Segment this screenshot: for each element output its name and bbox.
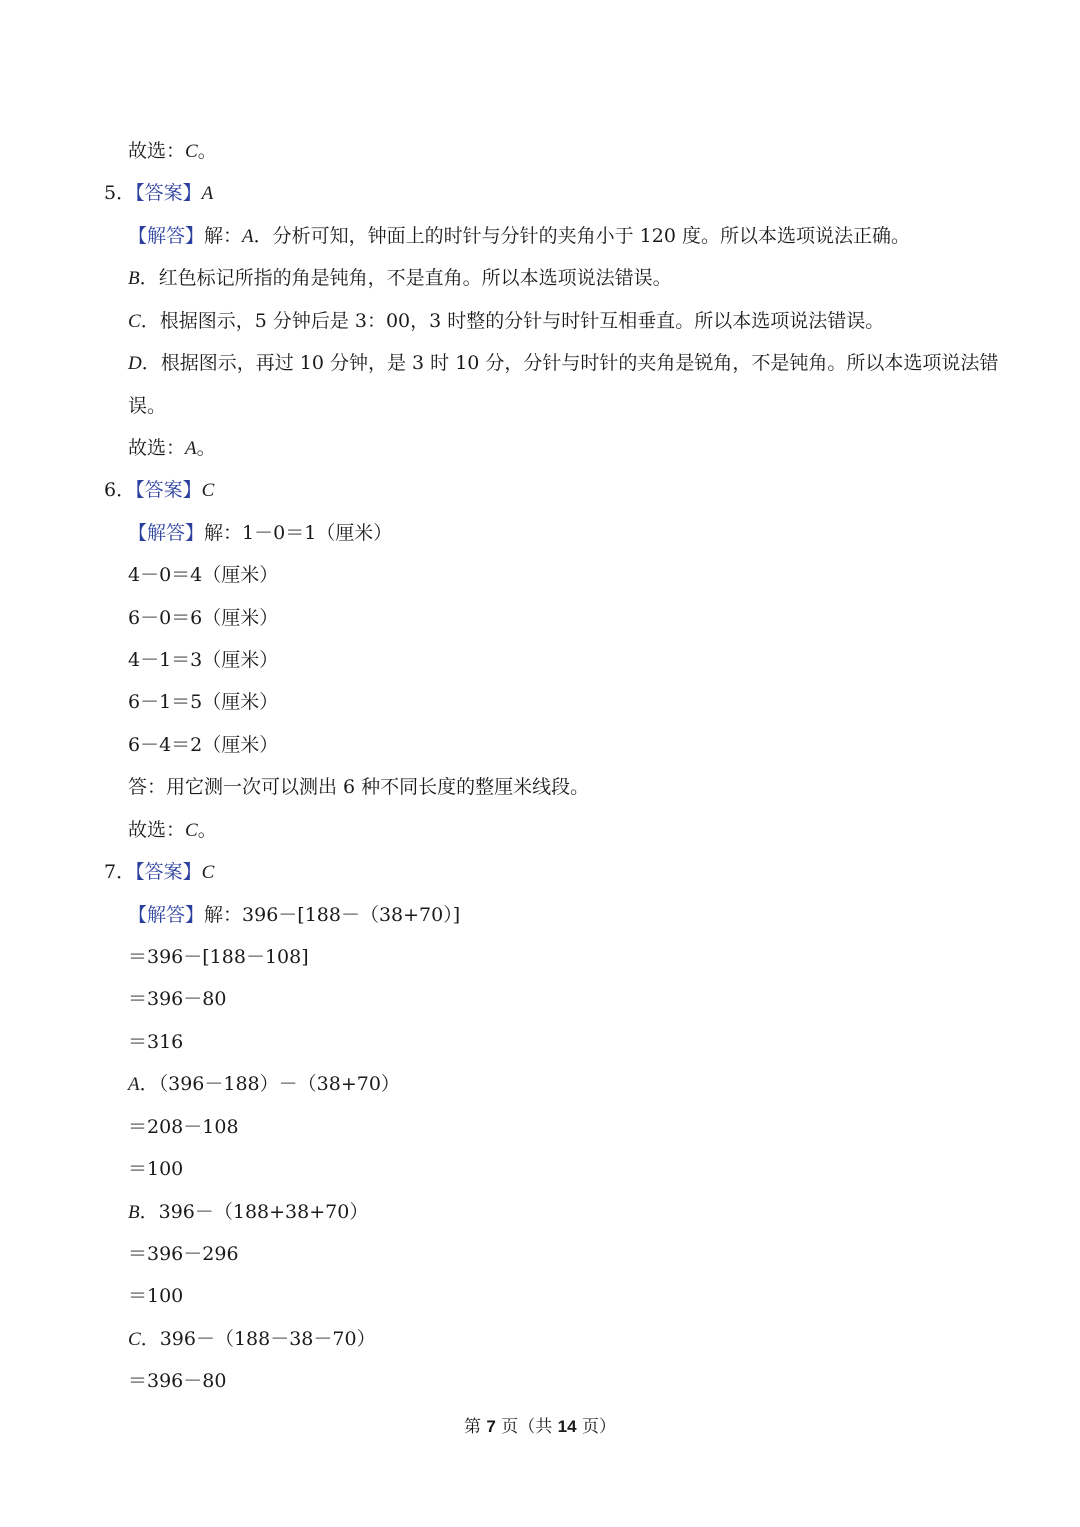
text-segment: 4－1＝3（厘米）: [128, 649, 279, 671]
text-segment: ．396－（188－38－70）: [140, 1328, 376, 1350]
text-segment: 。: [197, 140, 217, 162]
text-segment: ．396－（188+38+70）: [139, 1201, 369, 1223]
text-segment: ＝396－80: [128, 1370, 227, 1392]
solution-line: [128, 1157, 183, 1181]
text-segment: 故选：: [128, 140, 186, 162]
text-segment: 。: [197, 819, 217, 841]
text-segment: 4－0＝4（厘米）: [128, 564, 279, 586]
option-letter: A: [185, 438, 197, 459]
text-segment: 6－0＝6（厘米）: [128, 607, 279, 629]
solution-line: [128, 1327, 376, 1352]
solution-tag: 【解答】: [128, 225, 205, 247]
question-number: 5．: [104, 182, 136, 204]
option-letter: C: [185, 141, 198, 162]
question-6-answer: [104, 478, 214, 503]
text-segment: ＝100: [128, 1158, 184, 1180]
text-segment: ＝100: [128, 1285, 184, 1307]
solution-line: [128, 648, 278, 672]
text-segment: 答：用它测一次可以测出 6 种不同长度的整厘米线段。: [128, 776, 590, 798]
solution-line: [128, 1284, 183, 1308]
solution-line: [128, 1369, 226, 1393]
conclusion-line: [128, 436, 216, 461]
question-7-answer: [104, 860, 214, 885]
text-segment: 6－1＝5（厘米）: [128, 691, 279, 713]
solution-line: [128, 351, 998, 376]
page-footer: [0, 1416, 1080, 1438]
text-segment: 故选：: [128, 437, 186, 459]
page-number: 7: [486, 1417, 496, 1436]
text-segment: 。: [196, 437, 216, 459]
solution-line: [128, 690, 278, 714]
text-segment: 6－4＝2（厘米）: [128, 734, 279, 756]
option-letter: B: [128, 268, 140, 289]
text-segment: ．红色标记所指的角是钝角，不是直角。所以本选项说法错误。: [139, 267, 672, 289]
text-segment: ．（396－188）－（38+70）: [139, 1073, 400, 1095]
answer-tag: 【答案】: [135, 479, 202, 501]
solution-tag: 【解答】: [128, 904, 205, 926]
footer-text: 页（共: [495, 1417, 558, 1437]
text-segment: 故选：: [128, 819, 186, 841]
question-number: 7．: [104, 861, 136, 883]
solution-line: [128, 1030, 183, 1054]
solution-line: [128, 1115, 239, 1139]
solution-line: [128, 563, 278, 587]
solution-line: [128, 266, 672, 291]
text-segment: ＝316: [128, 1031, 184, 1053]
option-letter: D: [128, 353, 142, 374]
text-segment: 解：: [204, 225, 243, 247]
conclusion-line: [128, 818, 217, 843]
answer-letter: C: [201, 480, 215, 501]
conclusion-line: [128, 139, 217, 164]
option-letter: C: [128, 1329, 141, 1350]
solution-line: [128, 903, 460, 927]
solution-tag: 【解答】: [128, 522, 205, 544]
text-segment: 误。: [128, 395, 167, 417]
solution-line: [128, 606, 278, 630]
text-segment: 解：1－0＝1（厘米）: [204, 522, 393, 544]
text-segment: ＝396－[188－108]: [128, 946, 309, 968]
text-segment: ＝396－80: [128, 988, 227, 1010]
answer-letter: C: [201, 862, 215, 883]
solution-line: [128, 224, 910, 249]
option-letter: B: [128, 1202, 140, 1223]
solution-line: [128, 394, 166, 418]
solution-line: [128, 1072, 400, 1097]
solution-line: [128, 987, 226, 1011]
text-segment: ＝208－108: [128, 1116, 239, 1138]
solution-line: [128, 945, 309, 969]
text-segment: 解：396－[188－（38+70）]: [204, 904, 461, 926]
question-number: 6．: [104, 479, 136, 501]
text-segment: ．根据图示，再过 10 分钟，是 3 时 10 分，分针与时针的夹角是锐角，不是钝角。所以本选项说法错: [141, 352, 999, 374]
text-segment: ．根据图示，5 分钟后是 3：00，3 时整的分针与时针互相垂直。所以本选项说法错误。: [140, 310, 885, 332]
answer-tag: 【答案】: [135, 182, 202, 204]
solution-line: [128, 521, 392, 545]
solution-line: [128, 1242, 239, 1266]
answer-tag: 【答案】: [135, 861, 202, 883]
option-letter: A: [128, 1074, 140, 1095]
option-letter: C: [128, 311, 141, 332]
text-segment: ．分析可知，钟面上的时针与分针的夹角小于 120 度。所以本选项说法正确。: [253, 225, 910, 247]
solution-line: [128, 733, 278, 757]
solution-line: [128, 775, 589, 799]
option-letter: C: [185, 820, 198, 841]
solution-line: [128, 1200, 368, 1225]
text-segment: ＝396－296: [128, 1243, 239, 1265]
option-letter: A: [242, 226, 254, 247]
footer-text: 第: [463, 1417, 487, 1437]
question-5-answer: [104, 181, 213, 206]
total-pages: 14: [557, 1417, 577, 1436]
answer-letter: A: [201, 183, 214, 204]
footer-text: 页）: [576, 1417, 616, 1437]
solution-line: [128, 309, 884, 334]
